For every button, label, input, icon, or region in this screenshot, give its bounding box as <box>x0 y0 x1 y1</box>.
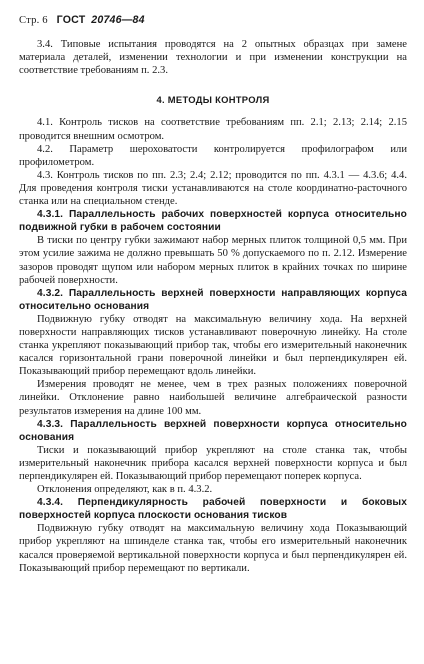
standard-code: ГОСТ <box>56 14 86 26</box>
paragraph-4-2: 4.2. Параметр шероховатости контролируется профилографом или профилометром. <box>19 143 407 168</box>
subheading-4-3-4: 4.3.4. Перпендикулярность рабочей поверхности и боковых поверхностей корпуса плоскости основания тисков <box>19 497 407 522</box>
standard-number: 20746—84 <box>91 14 145 26</box>
section-title: 4. МЕТОДЫ КОНТРОЛЯ <box>156 94 270 106</box>
paragraph-4-3-2a: Подвижную губку отводят на максимальную величину хода. На верхней поверхности направляющих тисков устанавливают поверочную линейку. На столе станка укрепляют показывающий прибор так, чтобы его измерительный наконечник касался горизонтальной грани поверочной линейки и был перпендикулярен ей. Показывающий прибор перемещают вдоль линейки. <box>19 313 407 378</box>
paragraph-3-4: 3.4. Типовые испытания проводятся на 2 опытных образцах при замене материала деталей, изменении технологии и при изменении конструкции на соответствие требованиям п. 2.3. <box>19 39 407 77</box>
page-number: Стр. 6 <box>19 15 48 26</box>
paragraph-4-1: 4.1. Контроль тисков на соответствие требованиям пп. 2.1; 2.13; 2.14; 2.15 проводится внешним осмотром. <box>19 117 407 142</box>
subheading-4-3-2: 4.3.2. Параллельность верхней поверхности направляющих корпуса относительно основания <box>19 287 407 312</box>
paragraph-4-3-3a: Тиски и показывающий прибор укрепляют на столе станка так, чтобы измерительный наконечник прибора касался верхней поверхности корпуса и был перпендикулярен ей. Показывающий прибор перемещают поперек корпуса. <box>19 444 407 482</box>
subheading-4-3-3: 4.3.3. Параллельность верхней поверхности корпуса относительно основания <box>19 418 407 443</box>
paragraph-4-3-3b: Отклонения определяют, как в п. 4.3.2. <box>37 484 213 496</box>
subheading-4-3-1: 4.3.1. Параллельность рабочих поверхностей корпуса относительно подвижной губки в рабочем состоянии <box>19 209 407 234</box>
paragraph-4-3-2b: Измерения проводят не менее, чем в трех разных положениях поверочной линейки. Отклонение равно наибольшей величине алгебраической разности результатов измерения на длине 100 мм. <box>19 379 407 417</box>
page-header <box>19 14 407 27</box>
paragraph-4-3: 4.3. Контроль тисков по пп. 2.3; 2.4; 2.12; проводится по пп. 4.3.1 — 4.3.6; 4.4. Для проведения контроля тиски устанавливаются на столе координатно-расточного станка или на специальном стенде. <box>19 169 407 208</box>
paragraph-4-3-1: В тиски по центру губки зажимают набор мерных плиток толщиной 0,5 мм. При этом усилие зажима не должно превышать 50 % допускаемого по п. 2.12. Измерение зазоров проводят щупом или набором мерных плиток в крайних точках по ширине рабочей поверхности. <box>19 235 407 286</box>
paragraph-4-3-4: Подвижную губку отводят на максимальную величину хода Показывающий прибор укрепляют на шпинделе станка так, чтобы его измерительный наконечник касался проверяемой вертикальной поверхности корпуса и был перпендикулярен ей. Показывающий прибор перемещают по вертикали. <box>19 523 407 574</box>
